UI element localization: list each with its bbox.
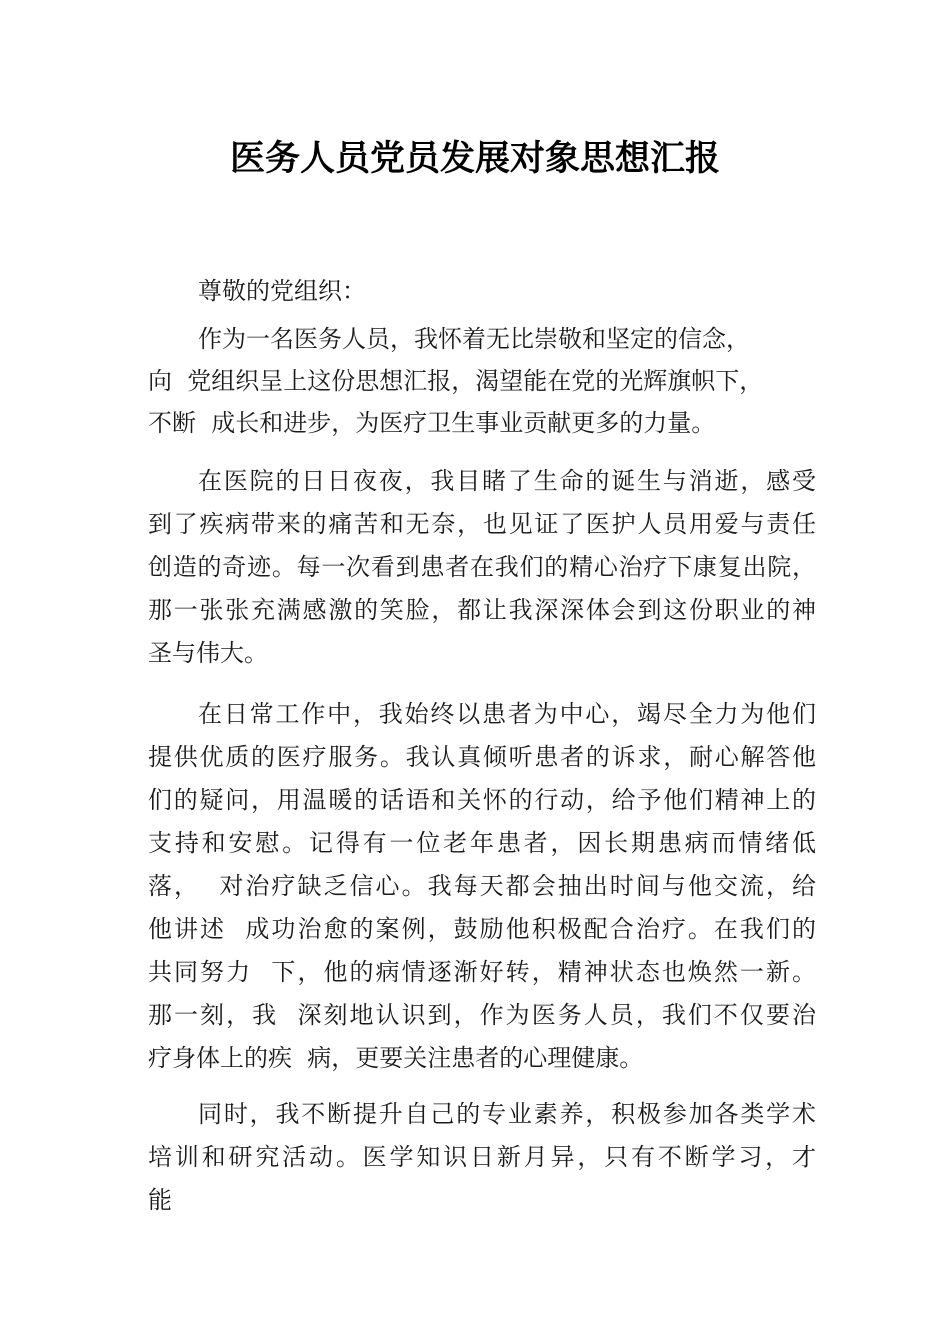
paragraph-line: 圣与伟大。 xyxy=(148,639,268,667)
paragraph-line: 作为一名医务人员，我怀着无比崇敬和坚定的信念， xyxy=(198,325,750,353)
salutation: 尊敬的党组织： xyxy=(198,277,366,305)
paragraph-line: 们的疑问，用温暖的话语和关怀的行动，给予他们精神上的 xyxy=(148,786,816,814)
paragraph-line: 那一刻，我 深刻地认识到，作为医务人员，我们不仅要治 xyxy=(148,1001,816,1029)
paragraph-line: 不断 成长和进步，为医疗卫生事业贡献更多的力量。 xyxy=(148,409,716,437)
paragraph-2 xyxy=(148,460,816,675)
paragraph-line: 那一张张充满感激的笑脸，都让我深深体会到这份职业的神 xyxy=(148,596,816,624)
salutation-block xyxy=(148,270,816,313)
paragraph-line: 落， 对治疗缺乏信心。我每天都会抽出时间与他交流，给 xyxy=(148,872,816,900)
paragraph-line: 支持和安慰。记得有一位老年患者，因长期患病而情绪低 xyxy=(148,829,816,857)
paragraph-line: 同时，我不断提升自己的专业素养，积极参加各类学术 xyxy=(198,1100,816,1128)
paragraph-line: 能 xyxy=(148,1186,172,1214)
paragraph-line: 共同努力 下，他的病情逐渐好转，精神状态也焕然一新。 xyxy=(148,958,816,986)
paragraph-line: 提供优质的医疗服务。我认真倾听患者的诉求，耐心解答他 xyxy=(148,743,816,771)
paragraph-line: 在日常工作中，我始终以患者为中心，竭尽全力为他们 xyxy=(198,700,816,728)
paragraph-3 xyxy=(148,693,816,1080)
paragraph-line: 创造的奇迹。每一次看到患者在我们的精心治疗下康复出院， xyxy=(148,553,816,581)
paragraph-line: 培训和研究活动。医学知识日新月异，只有不断学习，才 xyxy=(148,1143,816,1171)
paragraph-line: 向 党组织呈上这份思想汇报，渴望能在党的光辉旗帜下， xyxy=(148,367,764,395)
paragraph-line: 到了疾病带来的痛苦和无奈，也见证了医护人员用爱与责任 xyxy=(148,510,816,538)
document-title: 医务人员党员发展对象思想汇报 xyxy=(229,139,720,179)
paragraph-line: 在医院的日日夜夜，我目睹了生命的诞生与消逝，感受 xyxy=(198,467,816,495)
paragraph-1 xyxy=(148,318,816,444)
paragraph-4 xyxy=(148,1093,816,1222)
paragraph-line: 疗身体上的疾 病，更要关注患者的心理健康。 xyxy=(148,1044,644,1072)
paragraph-line: 他讲述 成功治愈的案例，鼓励他积极配合治疗。在我们的 xyxy=(148,915,816,943)
